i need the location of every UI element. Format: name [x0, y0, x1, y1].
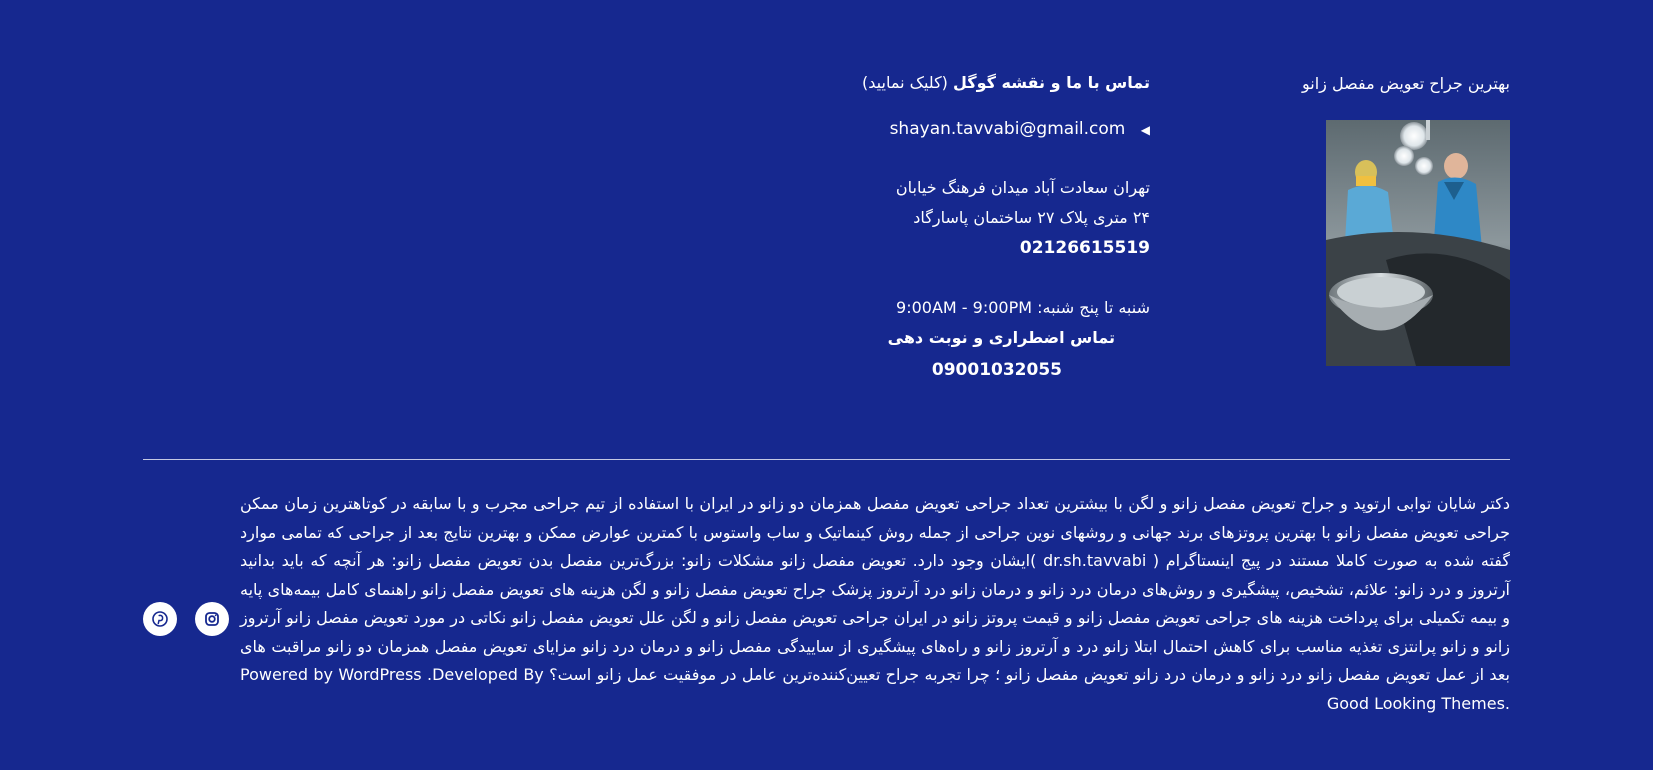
pinterest-link[interactable] — [143, 602, 177, 636]
address-line2: ۲۴ متری پلاک ۲۷ ساختمان پاسارگاد — [913, 208, 1150, 227]
contact-heading-note: (کلیک نمایید) — [862, 73, 948, 92]
triangle-left-icon: ◀ — [1140, 123, 1150, 137]
contact-map-link[interactable] — [630, 70, 1150, 96]
social-icons — [143, 602, 229, 636]
footer-bottom-text — [240, 490, 1510, 718]
emergency-phone[interactable]: 09001032055 — [931, 360, 1062, 380]
surgery-photo[interactable] — [1326, 120, 1510, 366]
footer-divider — [143, 459, 1510, 460]
hours-label: شنبه تا پنج شنبه: — [1037, 298, 1150, 317]
emergency-label: تماس اضطراری و نوبت دهی — [887, 328, 1115, 347]
hours-value: 9:00AM - 9:00PM — [896, 298, 1033, 317]
instagram-link[interactable] — [195, 602, 229, 636]
email-row[interactable] — [630, 116, 1150, 143]
widget-title: بهترین جراح تعویض مفصل زانو — [1302, 74, 1510, 93]
footer-links[interactable]: دکتر شایان توابی ارتوپد و جراح تعویض مفصل زانو و لگن با بیشترین تعداد جراحی تعویض مفصل همزمان دو زانو در ایران با استفاده از تیم جراحی مجرب و با سابقه در کوتاهترین زمان ممکن جراحی تعویض مفصل زانو با بهترین پروتزهای برند جهانی و روشهای نوین جراحی از جمله روش کینماتیک و ساب واستوس با کمترین عوارض ممکن و بهترین نتایج بعد از جراحی که تمامی موارد گفته شده به صورت کاملا مستند در پیج اینستاگرام ( dr.sh.tavvabi )ایشان وجود دارد. تعویض مفصل زانو مشکلات زانو: بزرگ‌ترین مفصل بدن تعویض مفصل زانو: هر آنچه که باید بدانید آرتروز و درد زانو: علائم، تشخیص، پیشگیری و روش‌های درمان درد زانو و درمان زانو درد آرتروز پزشک جراح تعویض مفصل زانو و لگن هزینه های تعویض مفصل زانو راهنمای کامل بیمه‌های پایه و بیمه تکمیلی برای پرداخت هزینه های جراحی تعویض مفصل زانو و قیمت پروتز زانو در ایران جراحی تعویض مفصل زانو و لگن علل تعویض مفصل زانو نکاتی در مورد تعویض مفصل زانو آرتروز زانو و زانو پرانتزی تغذیه مناسب برای کاهش احتمال ابتلا زانو درد و آرتروز زانو و راه‌های پیشگیری از ساییدگی مفصل زانو و درمان درد زانو مزایای تعویض مفصل همزمان دو زانو مراقبت های بعد از عمل تعویض مفصل زانو درد زانو و درمان درد زانو تعویض مفصل زانو ؛ چرا تجربه جراح تعیین‌کننده‌ترین عامل در موفقیت عمل زانو است؟ — [240, 494, 1511, 684]
phone-number[interactable]: 02126615519 — [1019, 238, 1150, 258]
address-line1: تهران سعادت آباد میدان فرهنگ خیابان — [895, 178, 1150, 197]
footer-credit[interactable]: Powered by WordPress .Developed By Good Looking Themes. — [240, 665, 1510, 713]
contact-heading-bold: تماس با ما و نقشه گوگل — [953, 73, 1150, 92]
email-address[interactable]: shayan.tavvabi@gmail.com — [889, 119, 1126, 139]
contact-widget — [630, 70, 1150, 387]
address — [630, 173, 1150, 233]
instagram-icon — [204, 611, 220, 627]
working-hours — [630, 293, 1150, 323]
pinterest-icon — [152, 611, 168, 627]
